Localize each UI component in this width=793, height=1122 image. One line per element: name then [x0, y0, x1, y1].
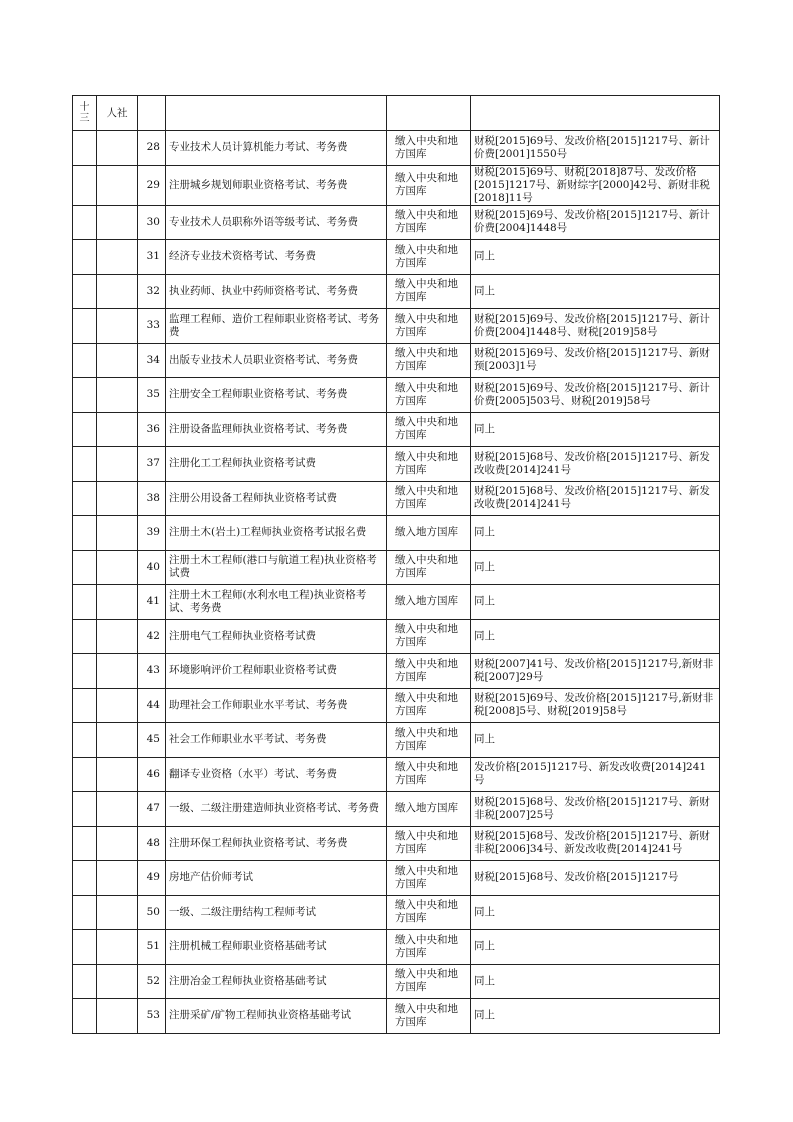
table-row [73, 895, 720, 930]
empty-cell [73, 999, 97, 1034]
empty-cell [73, 205, 97, 240]
policy-basis: 同上 [471, 999, 720, 1034]
empty-cell [97, 343, 138, 378]
treasury-destination: 缴入中央和地方国库 [387, 378, 471, 413]
empty-cell [97, 309, 138, 344]
empty-cell [97, 378, 138, 413]
row-number: 35 [138, 378, 166, 413]
fee-name: 出版专业技术人员职业资格考试、考务费 [166, 343, 387, 378]
table-row [73, 688, 720, 723]
empty-cell [471, 96, 720, 131]
fee-name: 一级、二级注册建造师执业资格考试、考务费 [166, 792, 387, 827]
policy-basis: 财税[2015]68号、发改价格[2015]1217号、新财非税[2007]25号 [471, 792, 720, 827]
empty-cell [97, 585, 138, 620]
policy-basis: 财税[2015]69号、发改价格[2015]1217号,新财非税[2008]5号、财税[2019]58号 [471, 688, 720, 723]
treasury-destination: 缴入中央和地方国库 [387, 723, 471, 758]
treasury-destination: 缴入中央和地方国库 [387, 550, 471, 585]
empty-cell [73, 309, 97, 344]
treasury-destination: 缴入中央和地方国库 [387, 895, 471, 930]
row-number: 52 [138, 964, 166, 999]
treasury-destination: 缴入中央和地方国库 [387, 131, 471, 166]
empty-cell [97, 999, 138, 1034]
table-row [73, 723, 720, 758]
policy-basis: 同上 [471, 240, 720, 275]
row-number: 32 [138, 274, 166, 309]
table-row [73, 619, 720, 654]
row-number: 28 [138, 131, 166, 166]
fee-name: 注册土木工程师(水利水电工程)执业资格考试、考务费 [166, 585, 387, 620]
table-row [73, 447, 720, 482]
policy-basis: 同上 [471, 930, 720, 965]
treasury-destination: 缴入中央和地方国库 [387, 654, 471, 689]
row-number: 40 [138, 550, 166, 585]
empty-cell [97, 930, 138, 965]
empty-cell [73, 895, 97, 930]
fee-name: 注册采矿/矿物工程师执业资格基础考试 [166, 999, 387, 1034]
policy-basis: 财税[2015]69号、发改价格[2015]1217号、新计价费[2004]1448号 [471, 205, 720, 240]
empty-cell [97, 895, 138, 930]
fee-name: 助理社会工作师职业水平考试、考务费 [166, 688, 387, 723]
table-row [73, 826, 720, 861]
empty-cell [97, 757, 138, 792]
treasury-destination: 缴入中央和地方国库 [387, 240, 471, 275]
empty-cell [97, 826, 138, 861]
row-number: 41 [138, 585, 166, 620]
empty-cell [73, 861, 97, 896]
empty-cell [387, 96, 471, 131]
treasury-destination: 缴入地方国库 [387, 792, 471, 827]
fee-name: 监理工程师、造价工程师职业资格考试、考务费 [166, 309, 387, 344]
row-number: 51 [138, 930, 166, 965]
policy-basis: 财税[2015]69号、财税[2018]87号、发改价格[2015]1217号、新财综字[2000]42号、新财非税[2018]11号 [471, 165, 720, 205]
empty-cell [97, 792, 138, 827]
table-row [73, 861, 720, 896]
fee-name: 注册安全工程师职业资格考试、考务费 [166, 378, 387, 413]
empty-cell [97, 481, 138, 516]
treasury-destination: 缴入中央和地方国库 [387, 688, 471, 723]
policy-basis: 同上 [471, 964, 720, 999]
empty-cell [73, 585, 97, 620]
row-number: 37 [138, 447, 166, 482]
row-number: 46 [138, 757, 166, 792]
table-row [73, 131, 720, 166]
empty-cell [97, 550, 138, 585]
fee-name: 专业技术人员计算机能力考试、考务费 [166, 131, 387, 166]
empty-cell [97, 412, 138, 447]
empty-cell [73, 757, 97, 792]
row-number: 43 [138, 654, 166, 689]
fee-name: 注册电气工程师执业资格考试费 [166, 619, 387, 654]
empty-cell [97, 131, 138, 166]
section-dept-cell: 人社 [97, 96, 138, 131]
table-row [73, 550, 720, 585]
empty-cell [73, 792, 97, 827]
policy-basis: 同上 [471, 585, 720, 620]
empty-cell [73, 131, 97, 166]
treasury-destination: 缴入中央和地方国库 [387, 412, 471, 447]
treasury-destination: 缴入中央和地方国库 [387, 619, 471, 654]
table-row [73, 205, 720, 240]
treasury-destination: 缴入中央和地方国库 [387, 964, 471, 999]
empty-cell [97, 447, 138, 482]
treasury-destination: 缴入中央和地方国库 [387, 309, 471, 344]
fee-name: 注册土木(岩土)工程师执业资格考试报名费 [166, 516, 387, 551]
row-number: 44 [138, 688, 166, 723]
row-number: 49 [138, 861, 166, 896]
treasury-destination: 缴入中央和地方国库 [387, 205, 471, 240]
empty-cell [97, 516, 138, 551]
fee-name: 执业药师、执业中药师资格考试、考务费 [166, 274, 387, 309]
table-row [73, 585, 720, 620]
treasury-destination: 缴入中央和地方国库 [387, 861, 471, 896]
empty-cell [73, 481, 97, 516]
row-number: 50 [138, 895, 166, 930]
empty-cell [73, 343, 97, 378]
table-row [73, 378, 720, 413]
policy-basis: 财税[2015]68号、发改价格[2015]1217号、新发改收费[2014]241号 [471, 481, 720, 516]
policy-basis: 同上 [471, 516, 720, 551]
policy-basis: 财税[2015]68号、发改价格[2015]1217号 [471, 861, 720, 896]
policy-basis: 财税[2015]69号、发改价格[2015]1217号、新计价费[2001]1550号 [471, 131, 720, 166]
empty-cell [73, 240, 97, 275]
table-row [73, 343, 720, 378]
empty-cell [73, 654, 97, 689]
table-row [73, 964, 720, 999]
table-row [73, 792, 720, 827]
section-number: 十三 [79, 101, 90, 124]
treasury-destination: 缴入中央和地方国库 [387, 274, 471, 309]
fee-name: 翻译专业资格（水平）考试、考务费 [166, 757, 387, 792]
fee-name: 一级、二级注册结构工程师考试 [166, 895, 387, 930]
empty-cell [166, 96, 387, 131]
empty-cell [73, 688, 97, 723]
policy-basis: 同上 [471, 619, 720, 654]
treasury-destination: 缴入中央和地方国库 [387, 481, 471, 516]
empty-cell [97, 205, 138, 240]
empty-cell [73, 274, 97, 309]
fee-name: 注册城乡规划师职业资格考试、考务费 [166, 165, 387, 205]
policy-basis: 同上 [471, 274, 720, 309]
row-number: 39 [138, 516, 166, 551]
fee-table [72, 95, 720, 1034]
row-number: 47 [138, 792, 166, 827]
fee-name: 经济专业技术资格考试、考务费 [166, 240, 387, 275]
fee-name: 房地产估价师考试 [166, 861, 387, 896]
empty-cell [73, 619, 97, 654]
row-number: 38 [138, 481, 166, 516]
row-number: 48 [138, 826, 166, 861]
table-row [73, 757, 720, 792]
policy-basis: 财税[2015]69号、发改价格[2015]1217号、新财预[2003]1号 [471, 343, 720, 378]
treasury-destination: 缴入中央和地方国库 [387, 757, 471, 792]
empty-cell [73, 165, 97, 205]
table-row [73, 274, 720, 309]
row-number: 45 [138, 723, 166, 758]
fee-name: 环境影响评价工程师职业资格考试费 [166, 654, 387, 689]
empty-cell [97, 654, 138, 689]
policy-basis: 同上 [471, 895, 720, 930]
row-number: 31 [138, 240, 166, 275]
row-number: 42 [138, 619, 166, 654]
empty-cell [73, 930, 97, 965]
row-number: 29 [138, 165, 166, 205]
table-row [73, 999, 720, 1034]
empty-cell [97, 861, 138, 896]
empty-cell [73, 826, 97, 861]
table-row [73, 481, 720, 516]
empty-cell [97, 240, 138, 275]
policy-basis: 同上 [471, 723, 720, 758]
policy-basis: 财税[2015]68号、发改价格[2015]1217号、新发改收费[2014]241号 [471, 447, 720, 482]
empty-cell [97, 964, 138, 999]
fee-name: 注册环保工程师执业资格考试、考务费 [166, 826, 387, 861]
fee-name: 注册化工工程师执业资格考试费 [166, 447, 387, 482]
treasury-destination: 缴入中央和地方国库 [387, 930, 471, 965]
row-number: 34 [138, 343, 166, 378]
fee-name: 专业技术人员职称外语等级考试、考务费 [166, 205, 387, 240]
treasury-destination: 缴入中央和地方国库 [387, 999, 471, 1034]
treasury-destination: 缴入地方国库 [387, 585, 471, 620]
row-number: 53 [138, 999, 166, 1034]
fee-name: 注册机械工程师职业资格基础考试 [166, 930, 387, 965]
empty-cell [73, 723, 97, 758]
empty-cell [97, 274, 138, 309]
empty-cell [73, 550, 97, 585]
empty-cell [73, 378, 97, 413]
section-header-row [73, 96, 720, 131]
fee-name: 社会工作师职业水平考试、考务费 [166, 723, 387, 758]
empty-cell [97, 165, 138, 205]
empty-cell [97, 723, 138, 758]
empty-cell [97, 688, 138, 723]
row-number: 33 [138, 309, 166, 344]
table-row [73, 309, 720, 344]
empty-cell [138, 96, 166, 131]
section-number-cell [73, 96, 97, 131]
policy-basis: 同上 [471, 412, 720, 447]
empty-cell [73, 964, 97, 999]
empty-cell [73, 447, 97, 482]
row-number: 36 [138, 412, 166, 447]
table-row [73, 930, 720, 965]
fee-name: 注册土木工程师(港口与航道工程)执业资格考试费 [166, 550, 387, 585]
fee-name: 注册冶金工程师执业资格基础考试 [166, 964, 387, 999]
empty-cell [97, 619, 138, 654]
treasury-destination: 缴入中央和地方国库 [387, 165, 471, 205]
table-row [73, 412, 720, 447]
table-row [73, 165, 720, 205]
table-row [73, 654, 720, 689]
empty-cell [73, 516, 97, 551]
policy-basis: 财税[2015]69号、发改价格[2015]1217号、新计价费[2004]1448号、财税[2019]58号 [471, 309, 720, 344]
treasury-destination: 缴入中央和地方国库 [387, 447, 471, 482]
empty-cell [73, 412, 97, 447]
policy-basis: 财税[2015]68号、发改价格[2015]1217号、新财非税[2006]34号、新发改收费[2014]241号 [471, 826, 720, 861]
treasury-destination: 缴入中央和地方国库 [387, 343, 471, 378]
policy-basis: 财税[2015]69号、发改价格[2015]1217号、新计价费[2005]503号、财税[2019]58号 [471, 378, 720, 413]
treasury-destination: 缴入地方国库 [387, 516, 471, 551]
policy-basis: 同上 [471, 550, 720, 585]
treasury-destination: 缴入中央和地方国库 [387, 826, 471, 861]
policy-basis: 财税[2007]41号、发改价格[2015]1217号,新财非税[2007]29号 [471, 654, 720, 689]
fee-name: 注册公用设备工程师执业资格考试费 [166, 481, 387, 516]
row-number: 30 [138, 205, 166, 240]
fee-name: 注册设备监理师执业资格考试、考务费 [166, 412, 387, 447]
policy-basis: 发改价格[2015]1217号、新发改收费[2014]241号 [471, 757, 720, 792]
table-row [73, 516, 720, 551]
table-row [73, 240, 720, 275]
